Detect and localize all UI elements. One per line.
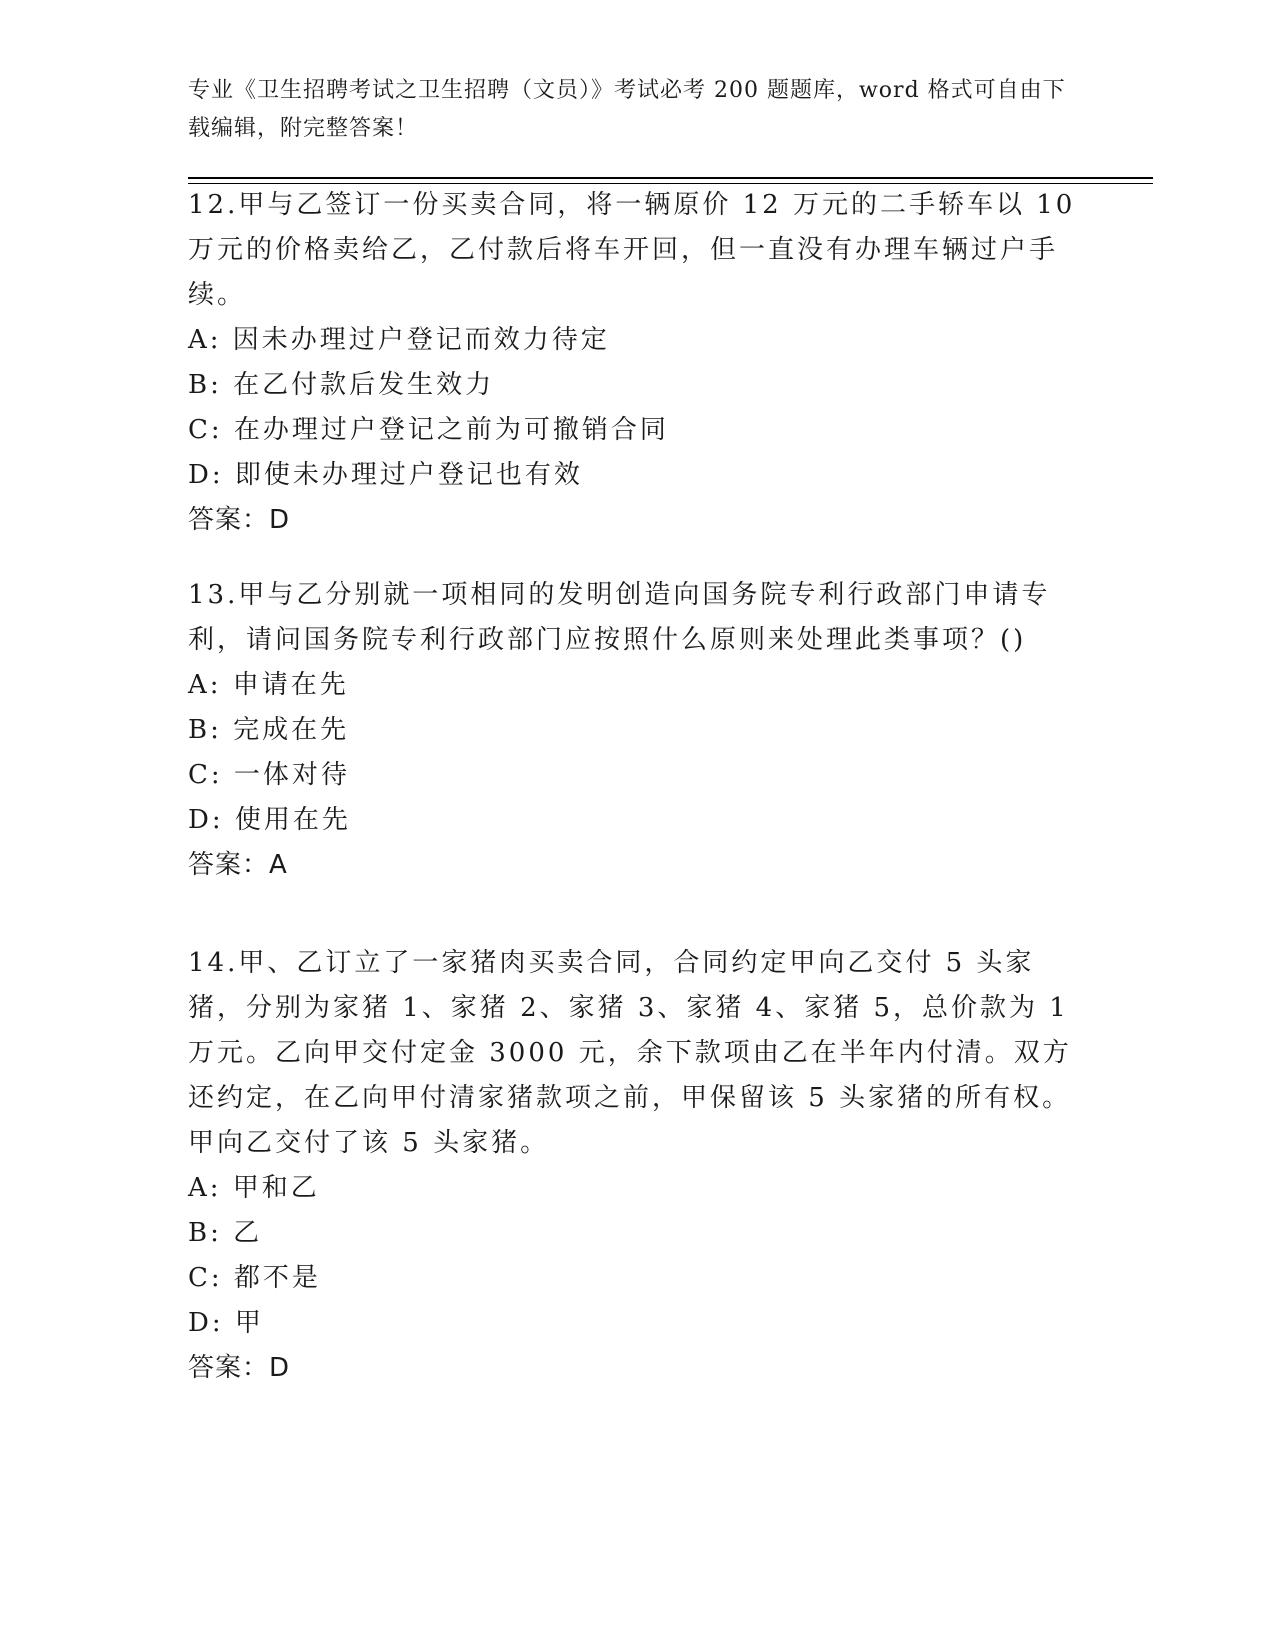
- option-a: A: 因未办理过户登记而效力待定: [188, 325, 610, 355]
- question-14: [188, 941, 1088, 1391]
- option-b: B: 在乙付款后发生效力: [188, 370, 495, 400]
- option-b: B: 乙: [188, 1218, 263, 1248]
- question-stem: 14.甲、乙订立了一家猪肉买卖合同，合同约定甲向乙交付 5 头家猪，分别为家猪 1、家猪 2、家猪 3、家猪 4、家猪 5，总价款为 1 万元。乙向甲交付定金 3000 元，余下款项由乙在半年内付清。双方还约定，在乙向甲付清家猪款项之前，甲保留该 5 头家猪的所有权。甲向乙交付了该 5 头家猪。: [188, 948, 1072, 1158]
- option-d: D: 使用在先: [188, 805, 351, 835]
- option-b: B: 完成在先: [188, 715, 350, 745]
- option-c: C: 一体对待: [188, 760, 350, 790]
- answer-label: 答案：A: [188, 850, 288, 880]
- question-stem: 13.甲与乙分别就一项相同的发明创造向国务院专利行政部门申请专利，请问国务院专利行政部门应按照什么原则来处理此类事项？(): [188, 580, 1051, 655]
- question-13: [188, 573, 1088, 888]
- option-a: A: 甲和乙: [188, 1173, 320, 1203]
- option-d: D: 甲: [188, 1308, 264, 1338]
- option-c: C: 在办理过户登记之前为可撤销合同: [188, 415, 669, 445]
- question-12: [188, 183, 1088, 543]
- question-stem: 12.甲与乙签订一份买卖合同，将一辆原价 12 万元的二手轿车以 10 万元的价格卖给乙，乙付款后将车开回，但一直没有办理车辆过户手续。: [188, 190, 1076, 310]
- document-header: 专业《卫生招聘考试之卫生招聘（文员）》考试必考 200 题题库，word 格式可自由下载编辑，附完整答案！: [188, 78, 1066, 141]
- header-rule-thick: [188, 177, 1153, 179]
- answer-label: 答案：D: [188, 1353, 291, 1383]
- option-d: D: 即使未办理过户登记也有效: [188, 460, 583, 490]
- option-a: A: 申请在先: [188, 670, 349, 700]
- option-c: C: 都不是: [188, 1263, 321, 1293]
- answer-label: 答案：D: [188, 505, 291, 535]
